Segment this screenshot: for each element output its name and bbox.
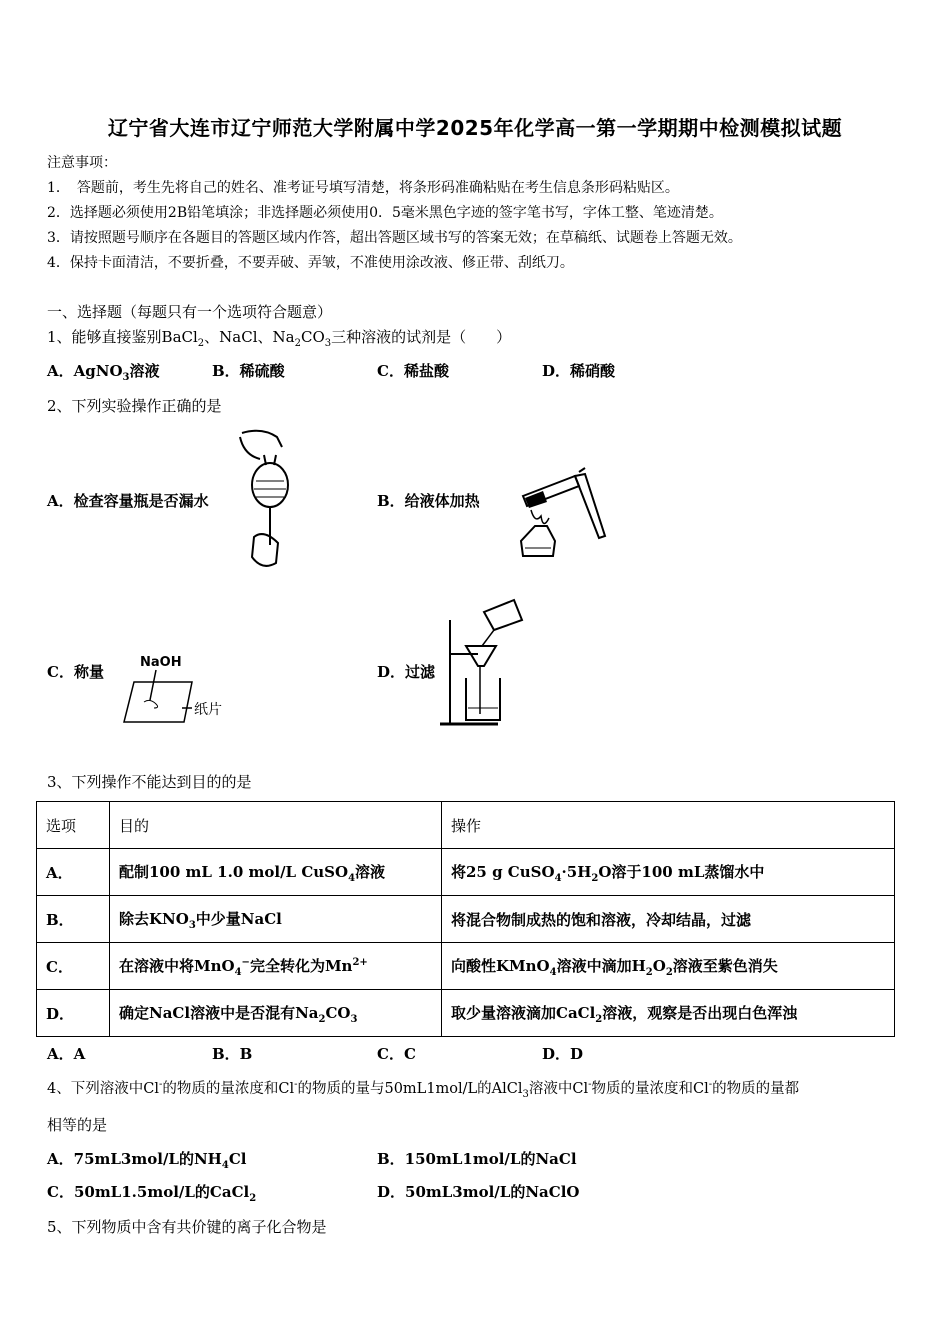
- section-heading: 一、选择题（每题只有一个选项符合题意）: [47, 303, 333, 321]
- row-operation: 向酸性KMnO$_4$溶液中滴加$H_2O_2$溶液至紫色消失: [442, 943, 895, 990]
- row-option: B．: [37, 896, 110, 943]
- row-goal: 除去$KNO_3$中少量NaCl: [110, 896, 442, 943]
- notice-item: 1． 答题前，考生先将自己的姓名、准考证号填写清楚，将条形码准确粘贴在考生信息条形码粘贴区。: [47, 180, 679, 196]
- question-2-stem: 2、下列实验操作正确的是: [47, 397, 222, 415]
- q4-option-c[interactable]: C．50mL1.5mol/L的CaCl$_2$: [47, 1183, 257, 1204]
- q1-option-a[interactable]: A．AgNO$_3$溶液: [47, 362, 160, 383]
- header-goal: 目的: [110, 802, 442, 849]
- page-title: 辽宁省大连市辽宁师范大学附属中学2025年化学高一第一学期期中检测模拟试题: [107, 116, 843, 140]
- q3-answer-b[interactable]: B．B: [212, 1045, 253, 1063]
- header-operation: 操作: [442, 802, 895, 849]
- table-row: [37, 896, 895, 943]
- q3-table: [36, 801, 895, 1037]
- weighing-figure: [120, 650, 230, 730]
- row-option: C．: [37, 943, 110, 990]
- volumetric-flask-figure: [232, 425, 292, 575]
- q4-option-d[interactable]: D．50mL3mol/L的NaClO: [377, 1183, 580, 1201]
- q2-option-a[interactable]: A．检查容量瓶是否漏水: [47, 492, 209, 510]
- notice-item: 3．请按照题号顺序在各题目的答题区域内作答，超出答题区域书写的答案无效；在草稿纸、试题卷上答题无效。: [47, 230, 742, 246]
- q3-answer-c[interactable]: C．C: [377, 1045, 416, 1063]
- filtration-figure: [438, 590, 528, 730]
- q2-option-c[interactable]: C．称量: [47, 663, 104, 681]
- notice-item: 2．选择题必须使用2B铅笔填涂；非选择题必须使用0．5毫米黑色字迹的签字笔书写，字体工整、笔迹清楚。: [47, 205, 723, 221]
- q2-option-b[interactable]: B．给液体加热: [377, 492, 480, 510]
- table-row: [37, 849, 895, 896]
- row-operation: 将25 g $CuSO_4\cdot 5H_2O$溶于100 mL蒸馏水中: [442, 849, 895, 896]
- table-row: [37, 990, 895, 1037]
- naoh-label: NaOH: [140, 655, 182, 670]
- q4-option-b[interactable]: B．150mL1mol/L的NaCl: [377, 1150, 577, 1168]
- row-option: D．: [37, 990, 110, 1037]
- paper-label: 纸片: [194, 702, 222, 718]
- notice-heading: 注意事项：: [47, 155, 117, 171]
- heating-test-tube-figure: [513, 466, 613, 572]
- question-4-stem-line2: 相等的是: [47, 1116, 108, 1134]
- question-4-stem: 4、下列溶液中Cl-的物质的量浓度和Cl-的物质的量与50mL1mol/L的AlCl$_3$溶液中Cl-物质的量浓度和Cl-的物质的量都: [47, 1079, 800, 1100]
- q1-option-b[interactable]: B．稀硫酸: [212, 362, 285, 380]
- header-option: 选项: [37, 802, 110, 849]
- row-operation: 取少量溶液滴加CaCl$_2$溶液，观察是否出现白色浑浊: [442, 990, 895, 1037]
- notice-item: 4．保持卡面清洁，不要折叠，不要弄破、弄皱，不准使用涂改液、修正带、刮纸刀。: [47, 255, 574, 271]
- row-goal: 确定NaCl溶液中是否混有$Na_2CO_3$: [110, 990, 442, 1037]
- question-3-stem: 3、下列操作不能达到目的的是: [47, 773, 252, 791]
- row-goal: 在溶液中将MnO$_4$−完全转化为$Mn^{2+}$: [110, 943, 442, 990]
- question-1-stem: 1、能够直接鉴别BaCl$_2$、NaCl、$Na_2CO_3$三种溶液的试剂是（ ）: [47, 328, 512, 349]
- row-option: A．: [37, 849, 110, 896]
- question-5-stem: 5、下列物质中含有共价键的离子化合物是: [47, 1218, 327, 1236]
- q1-option-c[interactable]: C．稀盐酸: [377, 362, 449, 380]
- table-header-row: [37, 802, 895, 849]
- q2-option-d[interactable]: D．过滤: [377, 663, 436, 681]
- q3-answer-a[interactable]: A．A: [47, 1045, 86, 1063]
- row-operation: 将混合物制成热的饱和溶液，冷却结晶，过滤: [442, 896, 895, 943]
- q1-option-d[interactable]: D．稀硝酸: [542, 362, 616, 380]
- q4-option-a[interactable]: A．75mL3mol/L的$NH_4Cl$: [47, 1150, 247, 1171]
- row-goal: 配制100 mL 1.0 mol/L CuSO$_4$溶液: [110, 849, 442, 896]
- q3-answer-d[interactable]: D．D: [542, 1045, 584, 1063]
- table-row: [37, 943, 895, 990]
